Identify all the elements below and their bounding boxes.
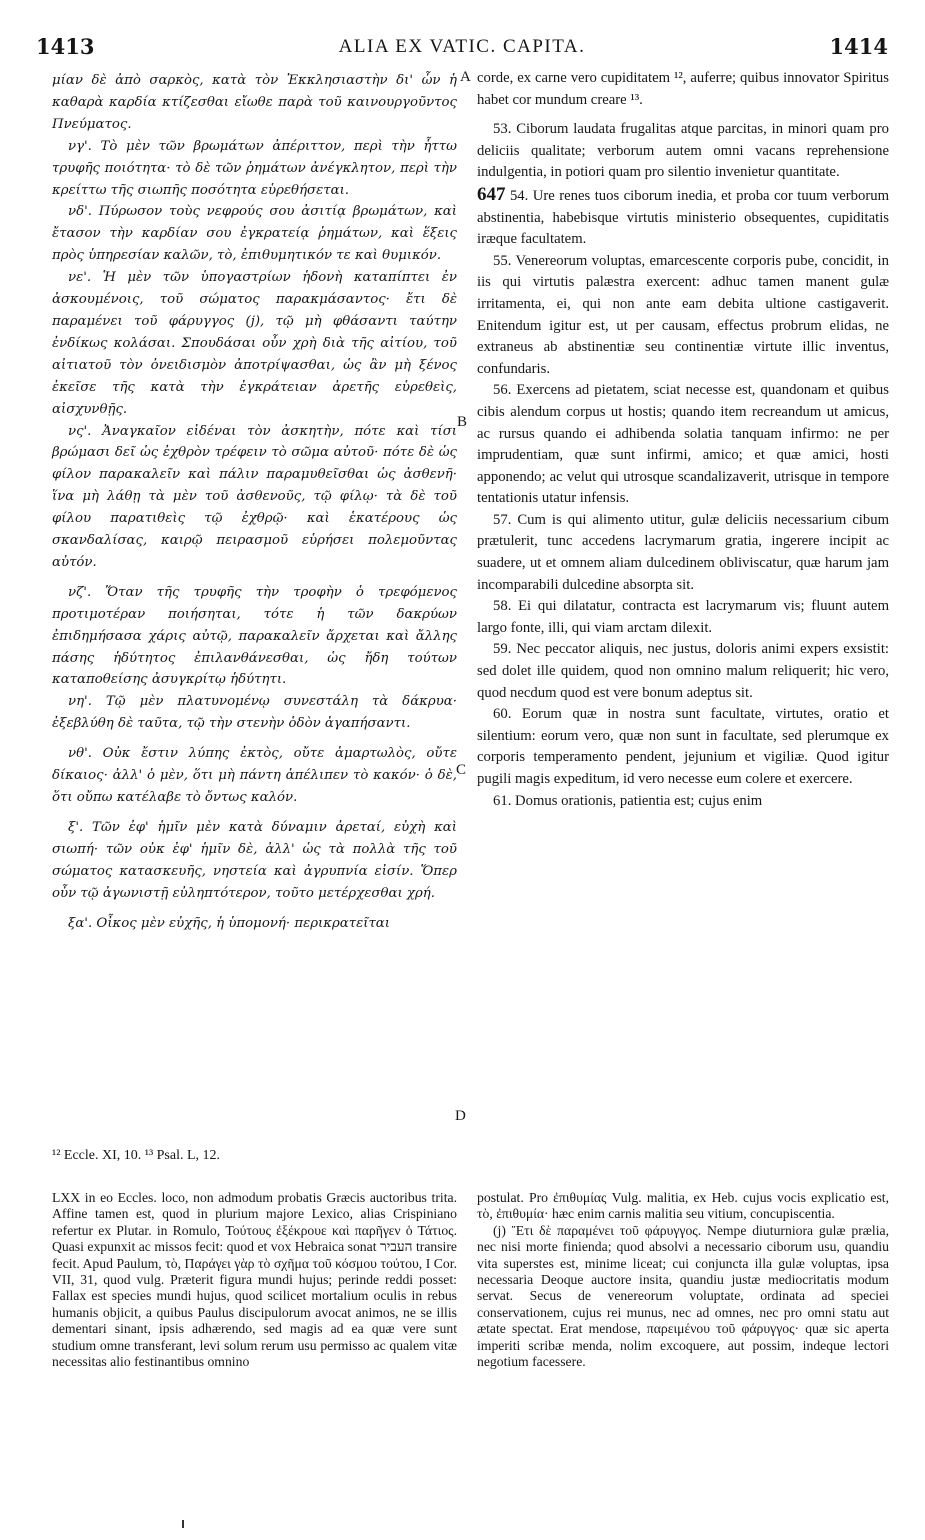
greek-paragraph: ξ'. Τῶν ἐφ' ἡμῖν μὲν κατὰ δύναμιν ἀρεταί, εὐχὴ καὶ σιωπή· τῶν οὐκ ἐφ' ἡμῖν δὲ, ἀλλ' ὡς τὰ πολλὰ τῆς τοῦ σώματος κατασκευῆς, νηστεία καὶ ἀγρυπνία εἰσίν. Ὅπερ οὖν τῷ ἀγωνιστῇ εὐληπτότερον, τοῦτο μετέρχεσθαι χρή.: [52, 819, 457, 901]
greek-paragraph: νθ'. Οὐκ ἔστιν λύπης ἐκτὸς, οὔτε ἁμαρτωλὸς, οὔτε δίκαιος· ἀλλ' ὁ μὲν, ὅτι μὴ πάντη ἀπέλιπεν τὸ κακόν· ὁ δὲ, ὅτι οὔπω κατέλαβε τὸ ὄντως καλόν.: [52, 746, 457, 805]
page-number-left: 1413: [36, 34, 95, 59]
commentary-right: [477, 1190, 889, 1370]
commentary-paragraph: (j) Ἔτι δὲ παραμένει τοῦ φάρυγγος. Nempe diuturniora gulæ prælia, nec nisi morte finienda; quod absolvi a necessario ciborum usu, quandiu vita superstes est, minime liceat; cui conjuncta illa gulæ voluptas, ipsa necessaria Deoque auctore insita, quandiu justæ mediocritatis modum servat. Secus de venereorum voluptate, ordinata ad speciei conservationem, cujus rei munus, nec ad omnes, nec pro omni statu aut ætate spectat. Erat mendose, παρειμένου τοῦ φάρυγγος· quæ sic aperta imperiti scribæ menda, nolim excoquere, aut possim, indeque lectori negotium facessere.: [477, 1222, 889, 1370]
print-mark: [182, 1520, 184, 1528]
greek-paragraph: νς'. Ἀναγκαῖον εἰδέναι τὸν ἀσκητὴν, πότε καὶ τίσι βρώμασι δεῖ ὡς ἐχθρὸν τρέφειν τὸ σῶμα αὐτοῦ· πότε δὲ ὡς φίλον παρακαλεῖν καὶ πάλιν παραμυθεῖσθαι ὡς ἀσθενῆ· ἵνα μὴ λάθῃ τὰ μὲν τοῦ ἀσθενοῦς, τῷ φίλῳ· τὰ δὲ τοῦ φίλου παρατιθεὶς τῷ ἐχθρῷ· καὶ ἑκατέρους ὡς σκανδαλίσας, καιρῷ πειρασμοῦ εὑρήσει πολεμοῦντας αὐτόν.: [52, 423, 457, 570]
greek-paragraph: ξα'. Οἶκος μὲν εὐχῆς, ἡ ὑπομονή· περικρατεῖται: [68, 915, 391, 931]
greek-paragraph: νη'. Τῷ μὲν πλατυνομένῳ συνεστάλη τὰ δάκρυα· ἐξεβλύθη δὲ ταῦτα, τῷ τὴν στενὴν ὁδὸν ἀγαπήσαντι.: [52, 694, 457, 732]
latin-paragraph: corde, ex carne vero cupiditatem ¹², auferre; quibus innovator Spiritus habet cor mundum creare ¹³.: [477, 70, 889, 108]
running-title: ALIA EX VATIC. CAPITA.: [338, 36, 586, 57]
latin-paragraph-text: 54. Ure renes tuos ciborum inedia, et proba cor tuum verborum abstinentia, habebisque virtutis ministerio obsequentes, cupiditatis iræque facultatem.: [477, 187, 889, 248]
running-header: [36, 34, 888, 60]
greek-paragraph: νδ'. Πύρωσον τοὺς νεφρούς σου ἀσιτίᾳ βρωμάτων, καὶ ἔτασον τὴν καρδίαν σου ἐγκρατείᾳ ῥημάτων, καὶ ἕξεις πρὸς ὑπηρεσίαν καλῶν, τὸ, ἐπιθυμητικόν τε καὶ θυμικόν.: [52, 204, 457, 264]
latin-paragraph: 59. Nec peccator aliquis, nec justus, doloris animi expers exsistit: sed dolet ille quidem, quod non omnino malum reliquerit; hic vero, quod necdum quod est vere bonum adeptus sit.: [477, 641, 889, 701]
latin-paragraph: 55. Venereorum voluptas, emarcescente corporis pube, concidit, in iis qui virtutis palæstra exercent: adhuc tamen manent gulæ irritamenta, ei, qui non ante eam debita ultione castigaverit. Enitendum igitur est, ut per causam, effectus probrum elidas, ne extraneus ab abstinentiæ seu continentiæ virtute illic inventus, confundaris.: [477, 252, 889, 377]
scripture-footnotes: ¹² Eccle. XI, 10. ¹³ Psal. L, 12.: [52, 1148, 221, 1163]
latin-paragraph: 57. Cum is qui alimento utitur, gulæ deliciis necessarium cibum prætulerit, tunc accedens lacrymarum gratia, ingerere incipit ac suadere, ut et omnem aliam dulcedinem obliviscatur, quæ harum jam incomparabili dulcedine absorpta sit.: [477, 511, 889, 593]
page-number-right: 1414: [829, 34, 888, 59]
latin-paragraph: 53. Ciborum laudata frugalitas atque parcitas, in minori quam pro deliciis qualitate; verborum autem omni vacans reprehensione indulgentia, in potiori quam pro silentio invenietur quantitate.: [477, 121, 889, 181]
section-marker-d: D: [455, 1108, 466, 1124]
greek-paragraph: νε'. Ἡ μὲν τῶν ὑπογαστρίων ἡδονὴ καταπίπτει ἐν ἀσκουμένοις, τοῦ σώματος παρακμάσαντος· ἔτι δὲ παραμένει τοῦ φάρυγγος (j), τῷ μὴ φθάσαντι ταύτην ἐνδίκως κολάσαι. Σπουδάσαι οὖν χρὴ διὰ τῆς αἰτίου, τοῦ αἰτιατοῦ τὸν ὀνειδισμὸν ἀποτρίψασθαι, ὡς ἂν μὴ ξένος ἐκεῖσε τῆς κατὰ τὴν ἐγκράτειαν ἀρετῆς εὑρεθεὶς, αἰσχυνθῇς.: [52, 270, 457, 417]
latin-paragraph: 60. Eorum quæ in nostra sunt facultate, virtutes, oratio et silentium: eorum vero, quæ non sunt in facultate, sed plerumque ex corporis temperamento pendent, jejunium et vigiliæ. Quod igitur pugili magis expeditum, id vero necesse eum colere et exercere.: [477, 706, 889, 787]
commentary-paragraph: postulat. Pro ἐπιθυμίας Vulg. malitia, ex Heb. cujus vocis explicatio est, τὸ, ἐπιθυμία· hæc enim carnis malitia seu vitium, concupiscentia.: [477, 1190, 889, 1222]
section-marker-a: A: [460, 69, 471, 85]
latin-paragraph: [477, 184, 889, 251]
section-marker-b: B: [457, 414, 468, 430]
latin-paragraph: 61. Domus orationis, patientia est; cujus enim: [493, 792, 763, 809]
latin-column: [477, 68, 889, 812]
section-marker-c: C: [456, 762, 467, 778]
latin-paragraph: 58. Ei qui dilatatur, contracta est lacrymarum vis; fluunt autem largo fonte, illi, qui viam arctam dilexit.: [477, 598, 889, 636]
column-number-647: 647: [477, 183, 506, 205]
commentary-paragraph: LXX in eo Eccles. loco, non admodum probatis Græcis auctoribus trita. Affine tamen est, quod in plurium majore Lexico, alias Crispiniano refertur ex Plutar. in Romulo, Τούτους ἐξέκρουε καὶ παρῆγεν ὁ Τάτιος. Quasi expunxit ac missos fecit: quod et vox Hebraica sonat העביר transire fecit. Apud Paulum, τὸ, Παράγει γὰρ τὸ σχῆμα τοῦ κόσμου τούτου, I Cor. VII, 31, quod vulg. Præterit figura mundi hujus; perinde reddi posset: Fallax est species mundi hujus, quod scilicet mortalium oculis in rebus humanis objicit, a quibus Paulus discipulorum avocat animos, ne se illis dementari sinant, ipsis adhærendo, sed magis ad ea quæ vere sunt studium omne transferant, levi solum rerum usu permisso ac qualem vitæ necessitas alio festinantibus omnino: [52, 1190, 457, 1370]
commentary-left: [52, 1190, 457, 1370]
greek-paragraph: νγ'. Τὸ μὲν τῶν βρωμάτων ἀπέριττον, περὶ τὴν ἧττω τρυφῆς ποιότητα· τὸ δὲ τῶν ῥημάτων ἀνέγκλητον, περὶ τὴν κρείττω τῆς σιωπῆς ποσότητα εὑρεθήσεται.: [52, 138, 457, 198]
greek-column: [52, 70, 457, 934]
latin-paragraph: 56. Exercens ad pietatem, sciat necesse est, quandonam et quibus cibis alendum corpus ut hostis; quando item recreandum ut amicus, ac rursus quando ei adhibenda solatia tanquam infirmo: ne per imprudentiam, quæ sunt infirmi, amico; et quæ amici, hosti apponendo; ac velut qui utrosque scandalizaverit, utrisque in tempore tentationis utatur infensis.: [477, 382, 889, 507]
greek-paragraph: μίαν δὲ ἀπὸ σαρκὸς, κατὰ τὸν Ἐκκλησιαστὴν δι' ὧν ἡ καθαρὰ καρδία κτίζεσθαι εἴωθε παρὰ τοῦ καινουργοῦντος Πνεύματος.: [52, 73, 457, 132]
greek-paragraph: νζ'. Ὅταν τῆς τρυφῆς τὴν τροφὴν ὁ τρεφόμενος προτιμοτέραν ποιήσηται, τότε ἡ τῶν δακρύων ἐπιδημήσασα χάρις αὐτῷ, παρακαλεῖν ἄρχεται καὶ ἄλλης πάσης ἡδύτητος ἐπιλανθάνεσθαι, ὡς ἤδη τούτων καταποθείσης ἀσυγκρίτῳ ἡδύτητι.: [52, 584, 457, 688]
